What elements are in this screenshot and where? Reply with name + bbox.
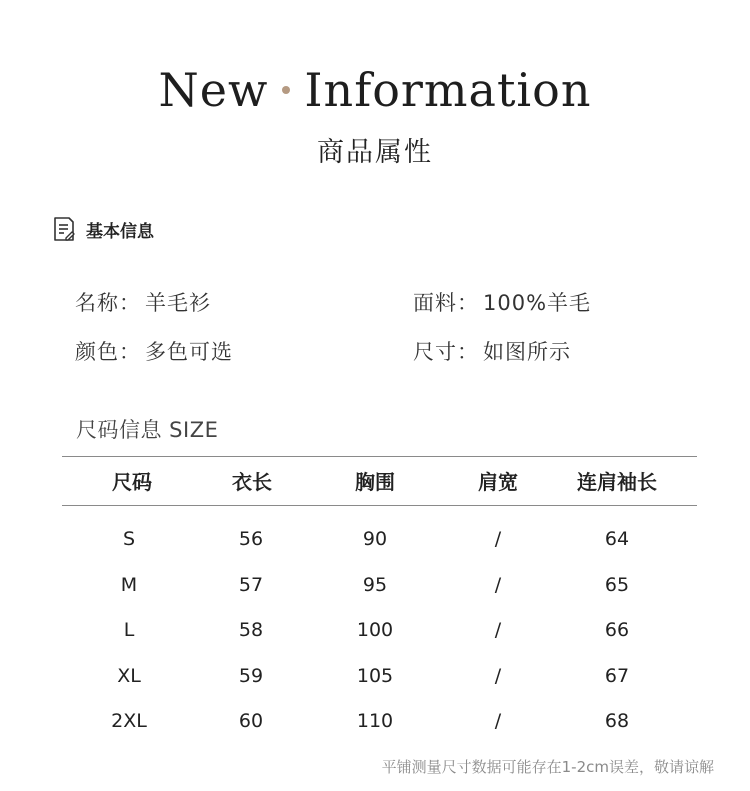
size-table-heading: 尺码信息 SIZE [76, 418, 219, 442]
table-cell: 95 [362, 574, 388, 596]
attr-name-value: 羊毛衫 [145, 291, 211, 315]
col-header-size: 尺码 [112, 470, 152, 494]
document-list-icon [52, 216, 76, 242]
table-cell: 59 [238, 665, 264, 687]
table-cell: / [494, 710, 502, 732]
table-header-rule [62, 505, 697, 506]
table-cell: 67 [604, 665, 630, 687]
table-cell: 60 [238, 710, 264, 732]
table-cell: 65 [604, 574, 630, 596]
table-cell: XL [117, 665, 141, 687]
table-cell: 90 [362, 528, 388, 550]
table-cell: / [494, 619, 502, 641]
attr-fabric-value: 100%羊毛 [483, 291, 592, 315]
attr-size-value: 如图所示 [483, 340, 571, 364]
page-title [0, 62, 750, 118]
attr-fabric [413, 287, 591, 317]
table-cell: 105 [356, 665, 394, 687]
table-cell: 2XL [111, 710, 147, 732]
attr-size [413, 336, 571, 366]
table-cell: 100 [356, 619, 394, 641]
table-cell: 56 [238, 528, 264, 550]
table-cell: 58 [238, 619, 264, 641]
table-cell: L [123, 619, 135, 641]
attr-color-value: 多色可选 [145, 340, 233, 364]
col-header-chest: 胸围 [355, 470, 395, 494]
attr-name [75, 287, 211, 317]
table-cell: 68 [604, 710, 630, 732]
table-cell: / [494, 574, 502, 596]
basic-info-heading-label: 基本信息 [86, 221, 154, 242]
table-cell: S [122, 528, 136, 550]
title-word-information: Information [304, 63, 592, 117]
table-cell: / [494, 528, 502, 550]
page-subtitle: 商品属性 [317, 137, 433, 168]
table-cell: 110 [356, 710, 394, 732]
attr-color-label: 颜色： [75, 340, 141, 364]
table-cell: / [494, 665, 502, 687]
measurement-footnote: 平铺测量尺寸数据可能存在1-2cm误差，敬请谅解 [381, 758, 714, 776]
basic-info-heading [52, 216, 154, 242]
attr-size-label: 尺寸： [413, 340, 479, 364]
table-cell: 57 [238, 574, 264, 596]
table-cell: 64 [604, 528, 630, 550]
col-header-length: 衣长 [232, 470, 272, 494]
attr-name-label: 名称： [75, 291, 141, 315]
attr-color [75, 336, 233, 366]
table-top-rule [62, 456, 697, 457]
title-word-new: New [158, 63, 269, 117]
table-cell: 66 [604, 619, 630, 641]
title-separator-dot [282, 86, 290, 94]
table-cell: M [120, 574, 138, 596]
col-header-sleeve: 连肩袖长 [577, 470, 657, 494]
col-header-shoulder: 肩宽 [478, 470, 518, 494]
attr-fabric-label: 面料： [413, 291, 479, 315]
